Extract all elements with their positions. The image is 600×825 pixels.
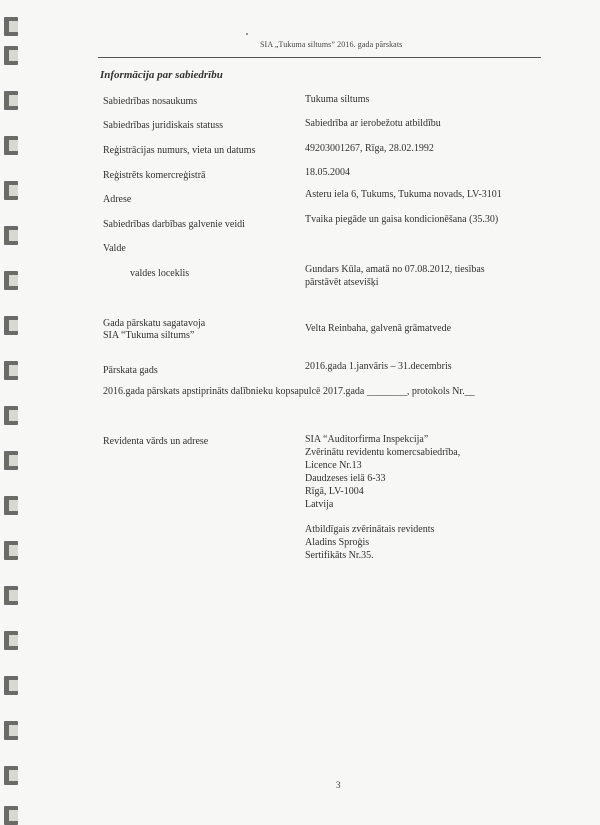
label-address: Adrese — [103, 194, 132, 205]
label-report-year: Pārskata gads — [103, 365, 158, 376]
value-address: Asteru iela 6, Tukums, Tukuma novads, LV-3101 — [305, 189, 502, 200]
value-board-member-line1: Gundars Kūla, amatā no 07.08.2012, tiesības — [305, 264, 485, 275]
header-rule — [98, 57, 541, 58]
value-legal-status: Sabiedrība ar ierobežotu atbildību — [305, 118, 441, 129]
auditor-line: Daudzeses ielā 6-33 — [305, 473, 386, 484]
label-auditor: Revidenta vārds un adrese — [103, 436, 209, 447]
section-title: Informācija par sabiedrību — [100, 69, 223, 81]
label-board: Valde — [103, 243, 126, 254]
label-board-member: valdes loceklis — [130, 268, 190, 279]
approval-statement: 2016.gada pārskats apstiprināts dalībnieku kopsapulcē 2017.gada ________, protokols Nr.__ — [103, 386, 475, 397]
label-activities: Sabiedrības darbības galvenie veidi — [103, 219, 245, 230]
value-activities: Tvaika piegāde un gaisa kondicionēšana (35.30) — [305, 214, 499, 225]
auditor-line: Atbildīgais zvērinātais revidents — [305, 524, 435, 535]
label-company-name: Sabiedrības nosaukums — [103, 96, 198, 107]
value-board-member-line2: pārstāvēt atsevišķi — [305, 277, 379, 288]
auditor-line: Sertifikāts Nr.35. — [305, 550, 374, 561]
value-report-year: 2016.gada 1.janvāris – 31.decembris — [305, 361, 452, 372]
value-registration: 49203001267, Rīga, 28.02.1992 — [305, 143, 434, 154]
label-legal-status: Sabiedrības juridiskais statuss — [103, 120, 223, 131]
value-company-name: Tukuma siltums — [305, 94, 370, 105]
label-commercial-register: Reģistrēts komercreģistrā — [103, 170, 206, 181]
value-commercial-register: 18.05.2004 — [305, 167, 350, 178]
scan-speck — [246, 33, 248, 35]
auditor-line: Latvija — [305, 499, 334, 510]
value-prepared-by: Velta Reinbaha, galvenā grāmatvede — [305, 323, 452, 334]
page-number: 3 — [336, 780, 341, 790]
auditor-line: Rīgā, LV-1004 — [305, 486, 364, 497]
label-registration: Reģistrācijas numurs, vieta un datums — [103, 145, 256, 156]
running-header: SIA „Tukuma siltums” 2016. gada pārskats — [260, 40, 403, 49]
auditor-line: SIA “Auditorfirma Inspekcija” — [305, 434, 429, 445]
spiral-binding — [0, 0, 28, 825]
label-prepared-by-line2: SIA “Tukuma siltums” — [103, 330, 195, 341]
auditor-line: Aladins Sproģis — [305, 537, 370, 548]
label-prepared-by-line1: Gada pārskatu sagatavoja — [103, 318, 206, 329]
auditor-line: Licence Nr.13 — [305, 460, 362, 471]
auditor-line: Zvērinātu revidentu komercsabiedrība, — [305, 447, 461, 458]
